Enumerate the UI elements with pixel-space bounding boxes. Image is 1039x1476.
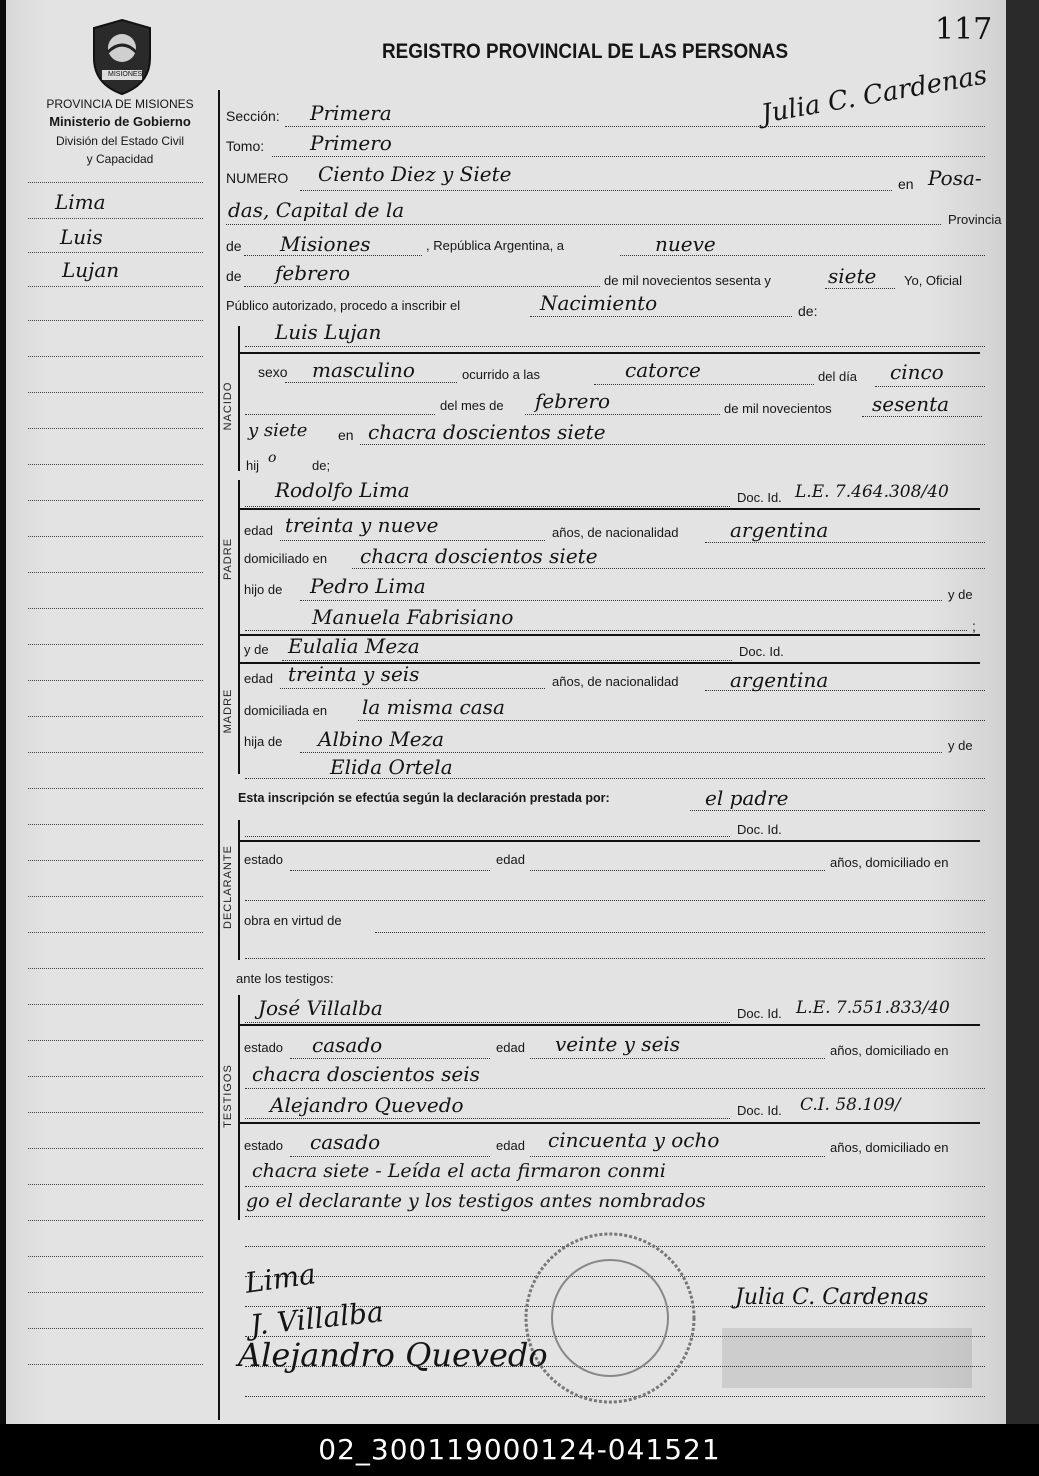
label-declarante-doc: Doc. Id.	[737, 822, 782, 837]
entry-testigo1-nombre: José Villalba	[258, 996, 383, 1020]
margin-vertical-rule	[218, 90, 220, 1420]
label-testigo2-doc: Doc. Id.	[737, 1103, 782, 1118]
entry-testigo1-doc: L.E. 7.551.833/40	[796, 998, 950, 1018]
entry-testigo2-estado: casado	[310, 1130, 381, 1154]
label-semicolon: ;	[972, 618, 976, 634]
section-label-madre: MADRE	[222, 688, 234, 734]
entry-padre-nombre: Rodolfo Lima	[275, 478, 410, 502]
label-de-colon: de:	[798, 303, 818, 319]
label-ocurrido: ocurrido a las	[462, 367, 541, 382]
label-seccion: Sección:	[226, 108, 280, 124]
entry-mes-registro: febrero	[275, 261, 351, 285]
entry-madre-madre: Elida Ortela	[330, 755, 453, 779]
entry-hij-suffix: o	[268, 450, 277, 466]
label-testigo1-edad: edad	[496, 1040, 525, 1055]
label-numero: NUMERO	[226, 170, 289, 186]
entry-testigo2-doc: C.I. 58.109/	[800, 1095, 901, 1115]
entry-numero: Ciento Diez y Siete	[318, 162, 512, 186]
province-seal-emblem	[88, 18, 156, 96]
label-provincia: Provincia	[948, 212, 1002, 227]
label-declarante-edad: edad	[496, 852, 525, 867]
label-madre-y-de: y de	[244, 642, 269, 657]
officer-stamp-block	[722, 1328, 972, 1388]
entry-madre-nacionalidad: argentina	[730, 668, 829, 692]
label-testigo2-edad: edad	[496, 1138, 525, 1153]
entry-cierre: go el declarante y los testigos antes nombrados	[246, 1190, 706, 1212]
label-en: en	[898, 176, 914, 192]
label-inscripcion: Esta inscripción se efectúa según la declaración prestada por:	[238, 791, 610, 805]
top-signature: Julia C. Cardenas	[759, 60, 990, 130]
label-testigo1-estado: estado	[244, 1040, 284, 1055]
label-madre-hija-de: hija de	[244, 734, 283, 749]
entry-dia-registro: nueve	[655, 232, 716, 256]
entry-anio-nacimiento-cont: y siete	[248, 420, 308, 441]
label-de-mes: de	[226, 268, 242, 284]
signature-witness-2: Alejandro Quevedo	[238, 1336, 548, 1374]
label-testigo1-domicilio: años, domiciliado en	[830, 1043, 949, 1058]
entry-testigo2-nombre: Alejandro Quevedo	[270, 1093, 464, 1117]
entry-dia-nacimiento: cinco	[890, 360, 944, 384]
label-mil-novecientos: de mil novecientos sesenta y	[604, 273, 771, 288]
label-padre-doc: Doc. Id.	[737, 490, 782, 505]
signature-father: Lima	[243, 1257, 318, 1300]
entry-mes-nacimiento: febrero	[535, 389, 611, 413]
label-testigo1-doc: Doc. Id.	[737, 1006, 782, 1021]
page-number: 117	[935, 12, 993, 47]
label-declarante-estado: estado	[244, 852, 284, 867]
label-madre-y-de-2: y de	[948, 738, 973, 753]
entry-en-city: Posa-	[928, 166, 982, 190]
section-label-padre: PADRE	[222, 537, 234, 581]
entry-padre-doc: L.E. 7.464.308/40	[795, 482, 949, 502]
label-madre-edad: edad	[244, 671, 273, 686]
margin-name-surname: Lima	[55, 190, 106, 214]
entry-padre-padre: Pedro Lima	[310, 574, 426, 598]
label-declarante-domicilio: años, domiciliado en	[830, 855, 949, 870]
label-padre-y-de: y de	[948, 587, 973, 602]
label-padre-nacionalidad: años, de nacionalidad	[552, 525, 679, 540]
label-madre-nacionalidad: años, de nacionalidad	[552, 674, 679, 689]
label-ante-testigos: ante los testigos:	[236, 971, 334, 986]
entry-sexo: masculino	[312, 358, 415, 382]
label-padre-hijo-de: hijo de	[244, 582, 283, 597]
label-de: de	[226, 238, 242, 254]
margin-name-first: Luis	[60, 225, 103, 249]
section-label-nacido: NACIDO	[222, 381, 234, 431]
entry-padre-nacionalidad: argentina	[730, 518, 829, 542]
label-sexo: sexo	[258, 364, 288, 380]
label-del-mes: del mes de	[440, 398, 504, 413]
register-title: REGISTRO PROVINCIAL DE LAS PERSONAS	[382, 40, 789, 63]
division-line-1: División del Estado Civil	[55, 134, 185, 148]
entry-madre-domicilio: la misma casa	[362, 695, 505, 719]
entry-anio-nacimiento: sesenta	[872, 392, 950, 416]
entry-provincia: Misiones	[280, 232, 371, 256]
entry-madre-nombre: Eulalia Meza	[288, 634, 420, 658]
province-name: PROVINCIA DE MISIONES	[46, 97, 194, 111]
section-label-testigos: TESTIGOS	[222, 1064, 234, 1128]
entry-testigo2-domicilio: chacra siete - Leída el acta firmaron conmi	[252, 1160, 666, 1182]
label-en-lugar: en	[338, 427, 354, 443]
label-madre-doc: Doc. Id.	[739, 644, 784, 659]
entry-padre-edad: treinta y nueve	[285, 513, 439, 537]
entry-lugar-nacimiento: chacra doscientos siete	[368, 420, 606, 444]
label-tomo: Tomo:	[226, 138, 265, 154]
label-testigo2-estado: estado	[244, 1138, 284, 1153]
entry-hora: catorce	[625, 358, 701, 382]
signature-officer: Julia C. Cardenas	[735, 1285, 929, 1310]
entry-padre-domicilio: chacra doscientos siete	[360, 544, 598, 568]
division-line-2: y Capacidad	[86, 152, 154, 166]
label-padre-domicilio: domiciliado en	[244, 551, 328, 566]
book-edge	[1006, 0, 1039, 1424]
label-de-semi: de;	[312, 458, 331, 473]
ministry-name: Ministerio de Gobierno	[49, 114, 191, 129]
label-obra: obra en virtud de	[244, 913, 342, 928]
signature-witness-1: J. Villalba	[248, 1295, 386, 1342]
entry-nombre-nacido: Luis Lujan	[275, 320, 382, 344]
margin-name-last: Lujan	[62, 258, 120, 282]
label-padre-edad: edad	[244, 523, 273, 538]
entry-testigo1-domicilio: chacra doscientos seis	[252, 1062, 480, 1086]
entry-seccion: Primera	[310, 101, 392, 125]
entry-madre-edad: treinta y seis	[288, 662, 420, 686]
entry-declarante: el padre	[705, 786, 789, 810]
label-hij: hij	[246, 458, 260, 473]
entry-anio-registro: siete	[828, 264, 877, 288]
entry-testigo1-estado: casado	[312, 1033, 383, 1057]
seal-text: MISIONES	[108, 71, 143, 78]
entry-testigo1-edad: veinte y seis	[555, 1032, 681, 1056]
label-madre-domicilio: domiciliada en	[244, 703, 328, 718]
label-testigo2-domicilio: años, domiciliado en	[830, 1140, 949, 1155]
label-republica: , República Argentina, a	[426, 238, 565, 253]
entry-tomo: Primero	[310, 131, 392, 155]
label-del-dia: del día	[818, 369, 858, 384]
entry-acto: Nacimiento	[540, 291, 658, 315]
entry-madre-padre: Albino Meza	[318, 727, 445, 751]
label-publico: Público autorizado, procedo a inscribir el	[226, 298, 461, 313]
label-de-mil-novecientos: de mil novecientos	[724, 401, 832, 416]
official-round-stamp	[520, 1228, 700, 1408]
entry-padre-madre: Manuela Fabrisiano	[312, 605, 514, 629]
entry-testigo2-edad: cincuenta y ocho	[548, 1128, 720, 1152]
section-label-declarante: DECLARANTE	[222, 845, 234, 929]
scan-code-footer: 02_300119000124-041521	[0, 1424, 1039, 1476]
entry-ciudad: das, Capital de la	[228, 198, 405, 222]
label-yo-oficial: Yo, Oficial	[904, 273, 963, 288]
